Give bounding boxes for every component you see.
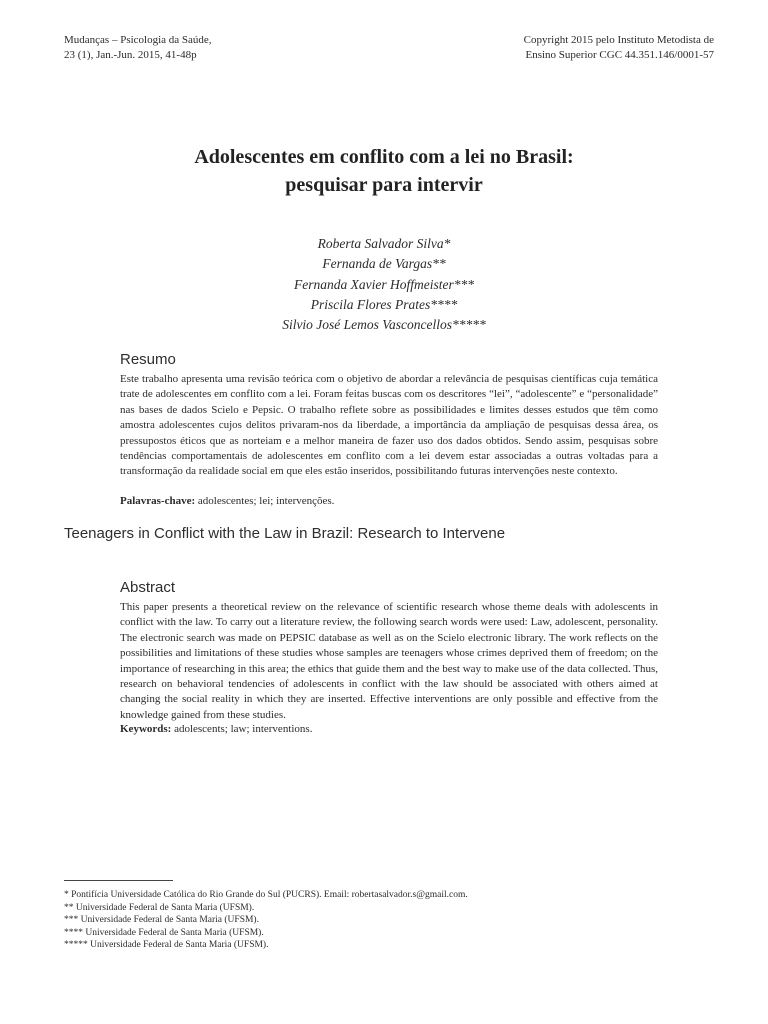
paper-title-line-1: Adolescentes em conflito com a lei no Brasil: — [194, 146, 574, 168]
footnote-divider — [64, 880, 173, 881]
author-list — [0, 234, 768, 335]
abstract-text: This paper presents a theoretical review on the relevance of scientific research whose theme deals with adolescents in conflict with the law. To carry out a literature review, the following search words were used: Law, adolescent, personality. The electronic search was made on PEPSIC database as well as on the Scielo electronic library. The work reflects on the possibilities and limitations of these studies whose samples are teenagers whose crimes deprived them of freedom; on the importance of researching in this area; the ethics that guide them and the best way to make use of the data collected. Thus, research on behavioral tendencies of adolescents in conflict with the law should be associated with others aimed at changing the social reality in which they are inserted. Effective interventions are only possible and effective from the knowledge gained from these studies. — [120, 601, 659, 721]
journal-issue: 23 (1), Jan.-Jun. 2015, 41-48p — [64, 49, 197, 61]
copyright-notice — [524, 33, 714, 63]
author-3: Fernanda Xavier Hoffmeister*** — [294, 276, 474, 292]
footnote-5: ***** Universidade Federal de Santa Maria (UFSM). — [64, 940, 269, 951]
paper-title-line-2: pesquisar para intervir — [285, 174, 483, 196]
english-title: Teenagers in Conflict with the Law in Brazil: Research to Intervene — [64, 525, 506, 542]
abstract-keywords-label: Keywords: — [120, 723, 172, 735]
author-1: Roberta Salvador Silva* — [317, 236, 451, 251]
journal-name: Mudanças – Psicologia da Saúde, — [64, 34, 212, 46]
footnote-1: * Pontifícia Universidade Católica do Rio Grande do Sul (PUCRS). Email: robertasalvador.s@gmail.com. — [64, 890, 468, 900]
copyright-line-1: Copyright 2015 pelo Instituto Metodista de — [523, 34, 714, 46]
resumo-keywords-values: adolescentes; lei; intervenções. — [195, 495, 335, 507]
resumo-keywords — [120, 495, 334, 507]
resumo-heading: Resumo — [120, 351, 176, 368]
author-4: Priscila Flores Prates**** — [310, 296, 458, 312]
abstract-keywords — [120, 723, 312, 735]
footnote-2: ** Universidade Federal de Santa Maria (UFSM). — [64, 902, 255, 913]
journal-citation — [64, 33, 212, 63]
copyright-line-2: Ensino Superior CGC 44.351.146/0001-57 — [525, 49, 714, 61]
abstract-keywords-values: adolescents; law; interventions. — [171, 723, 313, 735]
abstract-heading: Abstract — [120, 579, 176, 596]
footnote-4: **** Universidade Federal de Santa Maria (UFSM). — [64, 927, 264, 938]
author-2: Fernanda de Vargas** — [322, 256, 446, 272]
resumo-keywords-label: Palavras-chave: — [120, 495, 196, 507]
paper-title — [0, 143, 768, 199]
footnotes — [64, 889, 468, 952]
author-5: Silvio José Lemos Vasconcellos***** — [282, 317, 486, 333]
resumo-text: Este trabalho apresenta uma revisão teórica com o objetivo de abordar a relevância de pesquisas científicas cuja temática trate de adolescentes em conflito com a lei. Foram feitas buscas com os descritores “lei”, “adolescente” e “personalidade” nas bases de dados Scielo e Pepsic. O trabalho reflete sobre as possibilidades e limites desses estudos que têm como amostra adolescentes cujos delitos privaram-nos da liberdade, a importância da ampliação de pesquisas dessa área, os pressupostos éticos que as norteiam e a melhor maneira de fazer uso dos dados obtidos. Sendo assim, pesquisas sobre tendências comportamentais de adolescentes em conflito com a lei devem estar associadas a outras voltadas para a transformação da realidade social em que eles estão inseridos, possibilitando futuras intervenções neste contexto. — [120, 373, 658, 478]
footnote-3: *** Universidade Federal de Santa Maria (UFSM). — [64, 915, 259, 926]
